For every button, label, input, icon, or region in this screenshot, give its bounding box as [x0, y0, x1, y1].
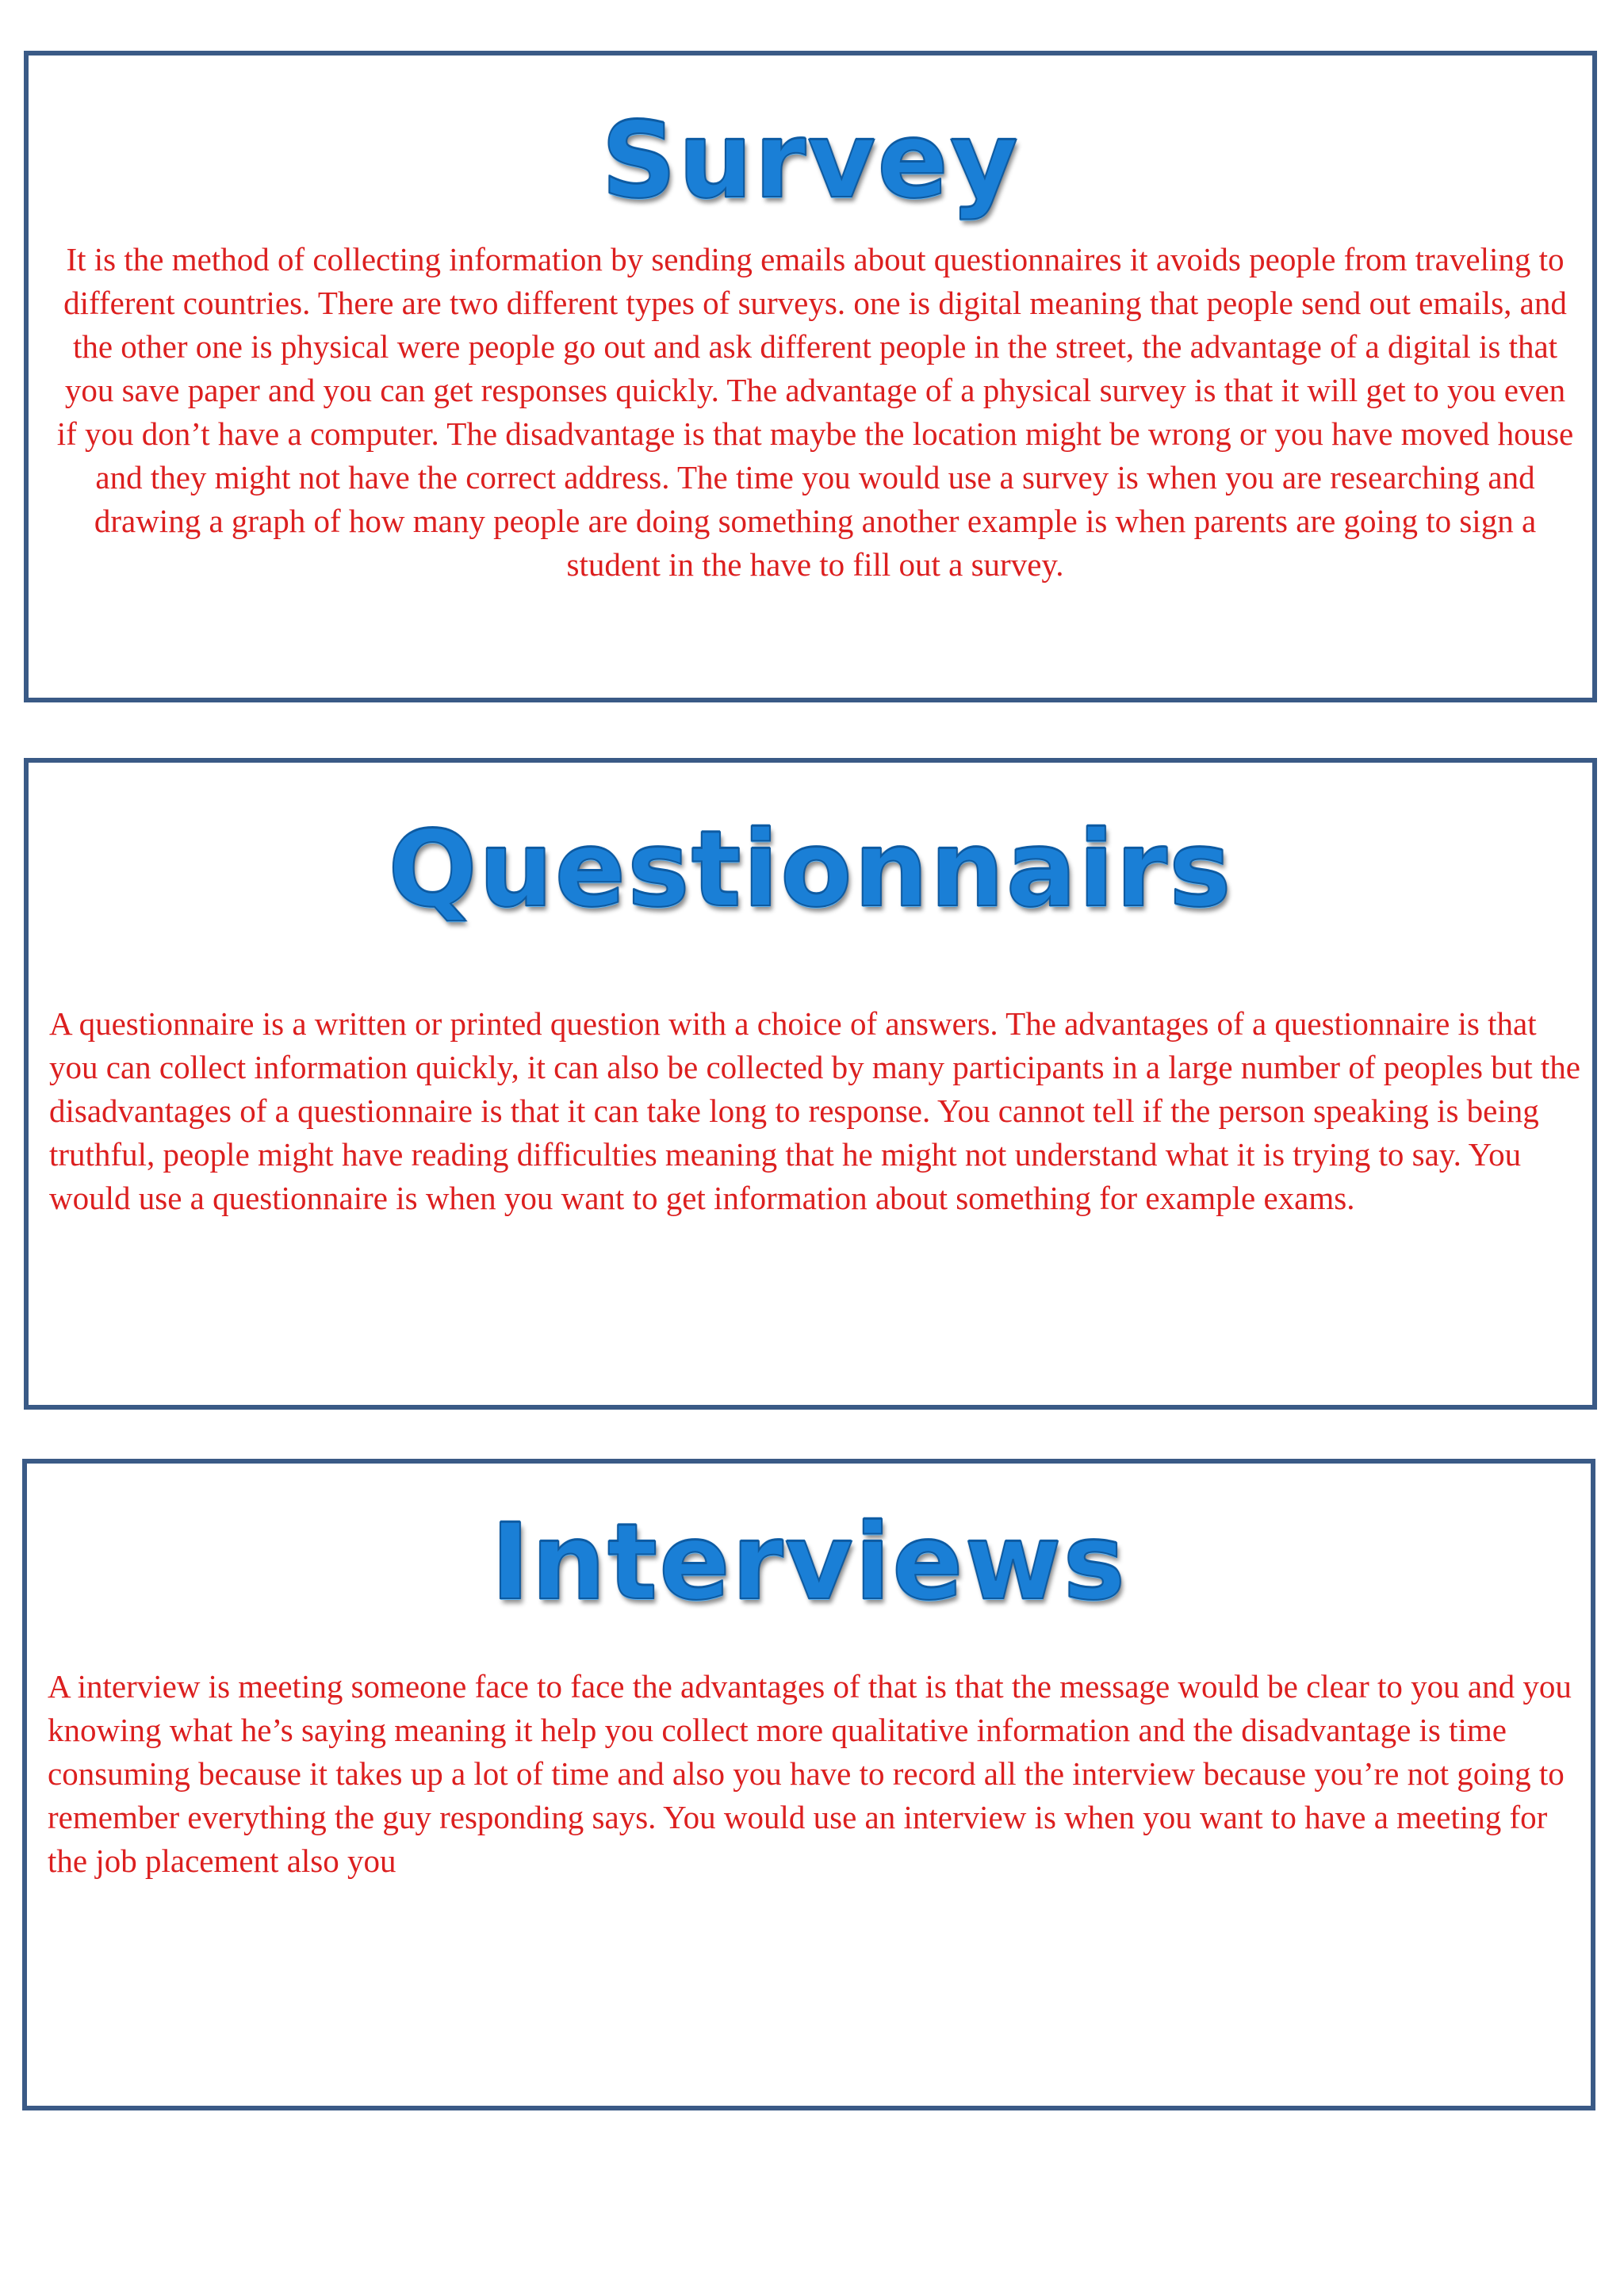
survey-section — [24, 51, 1597, 702]
questionnairs-section — [24, 758, 1597, 1410]
survey-title: Survey — [601, 100, 1020, 222]
survey-text: It is the method of collecting information by sending emails about questionnaires it avoids people from traveling to different countries. There are two different types of surveys. one is digital meaning that people send out emails, and the other one is physical were people go out and ask different people in the street, the advantage of a digital is that you save paper and you can get responses quickly. The advantage of a physical survey is that it will get to you even if you don’t have a computer. The disadvantage is that maybe the location might be wrong or you have moved house and they might not have the correct address. The time you would use a survey is when you are researching and drawing a graph of how many people are doing something another example is when parents are going to sign a student in the have to fill out a survey. — [56, 241, 1574, 583]
questionnairs-text: A questionnaire is a written or printed question with a choice of answers. The advantages of a questionnaire is that you can collect information quickly, it can also be collected by many participants in a large number of peoples but the disadvantages of a questionnaire is that it can take long to response. You cannot tell if the person speaking is being truthful, people might have reading difficulties meaning that he might not understand what it is trying to say. You would use a questionnaire is when you want to get information about something for example exams. — [49, 1005, 1580, 1216]
interviews-title: Interviews — [490, 1502, 1128, 1624]
questionnairs-title: Questionnairs — [388, 809, 1233, 931]
interviews-text: A interview is meeting someone face to face the advantages of that is that the message would be clear to you and you knowing what he’s saying meaning it help you collect more qualitative information and the disadvantage is time consuming because it takes up a lot of time and also you have to record all the interview because you’re not going to remember everything the guy responding says. You would use an interview is when you want to have a meeting for the job placement also you — [48, 1668, 1572, 1879]
interviews-section — [22, 1459, 1595, 2110]
